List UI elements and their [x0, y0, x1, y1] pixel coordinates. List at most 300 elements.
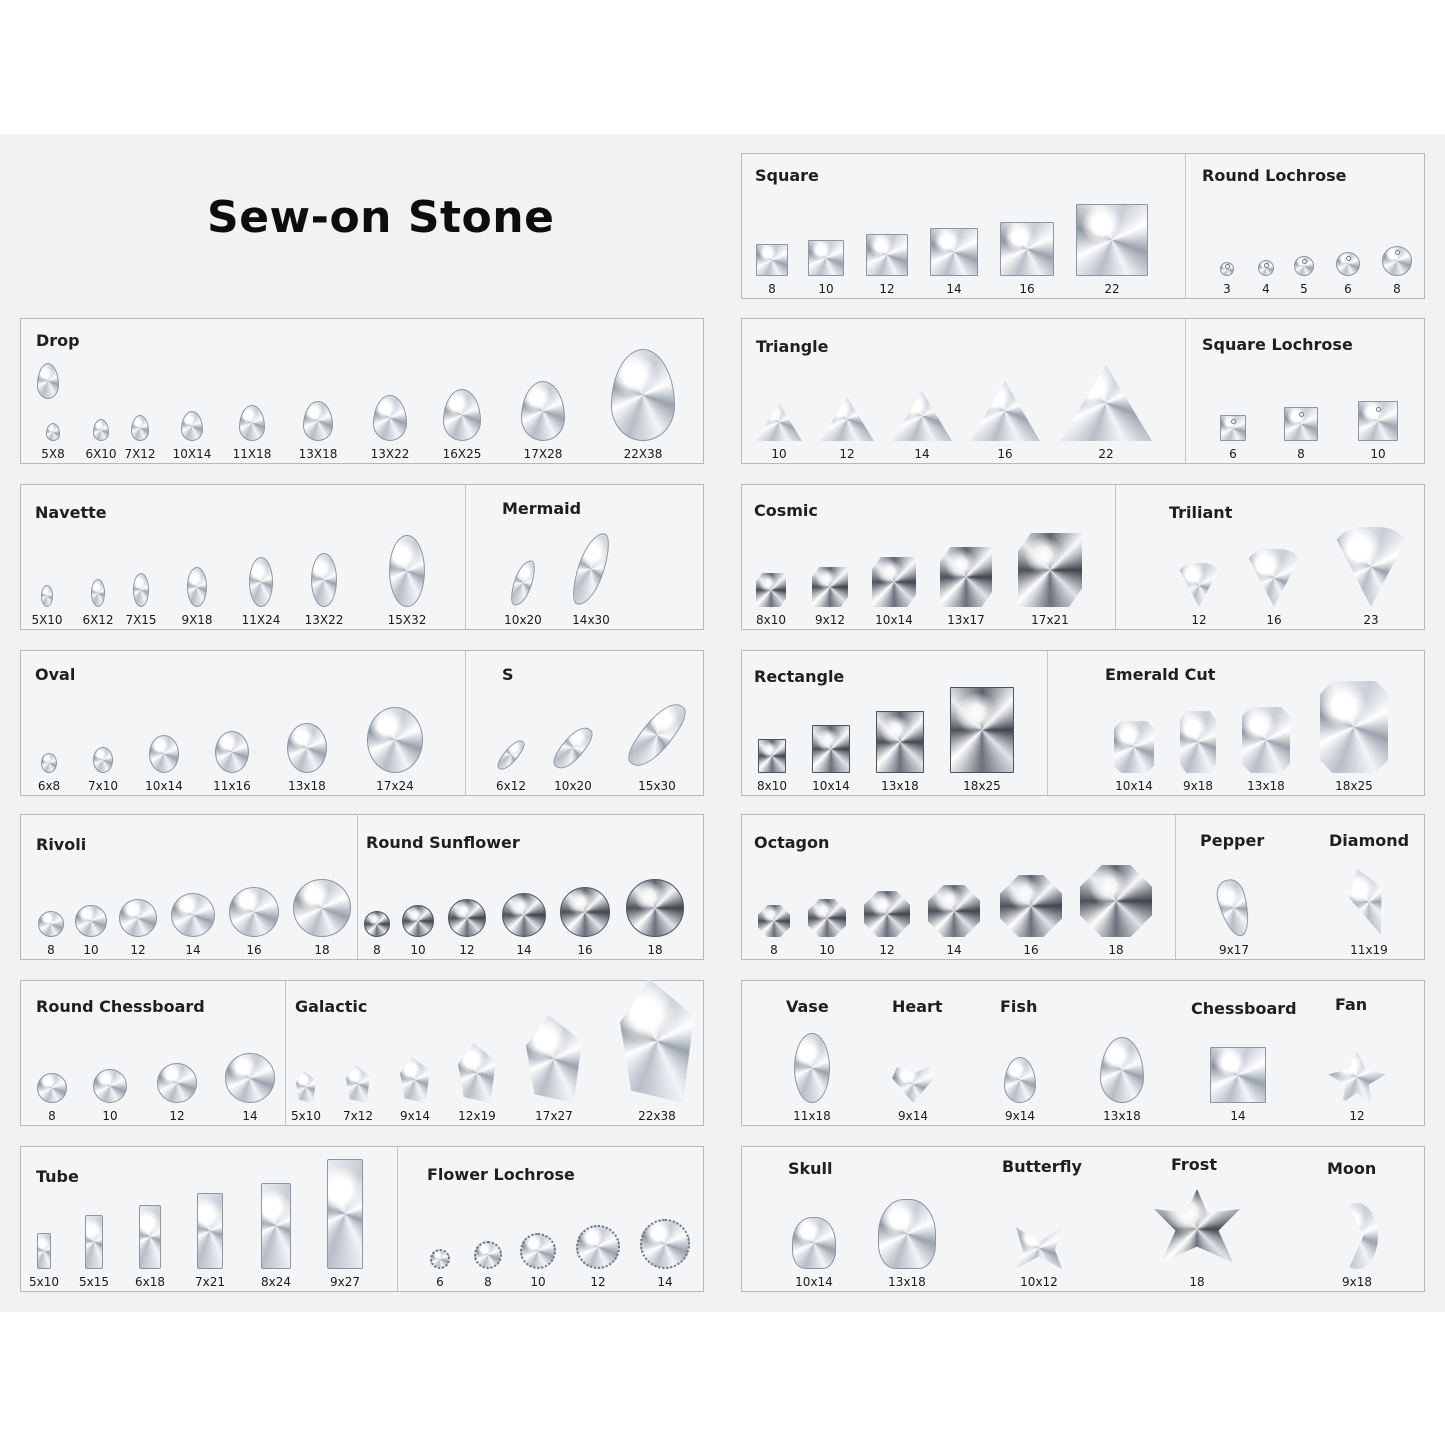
drop-stone-image [303, 401, 333, 441]
emerald-cut-stone-image [1114, 721, 1154, 773]
cosmic-stone-image [1018, 533, 1082, 607]
emerald-cut-stone-image [1320, 681, 1388, 773]
size-label: 7X15 [125, 613, 157, 627]
size-label: 5X10 [31, 613, 63, 627]
flower-lochrose-stone-image [430, 1249, 450, 1269]
navette-stone-4 [241, 557, 281, 629]
size-label: 15X32 [387, 613, 427, 627]
tube-stone-5 [327, 1159, 363, 1291]
fish-stone-image [1004, 1057, 1036, 1103]
rectangle-stone-image [812, 725, 850, 773]
size-label: 8x10 [756, 779, 787, 793]
size-label: 11X18 [232, 447, 272, 461]
section-title-round-sunflower: Round Sunflower [366, 833, 520, 852]
section-title-navette: Navette [35, 503, 107, 522]
oval-stone-image [215, 731, 249, 773]
size-label: 12 [590, 1275, 606, 1289]
section-title-cosmic: Cosmic [754, 501, 818, 520]
drop-stone-2 [124, 415, 156, 463]
navette-stone-image [389, 535, 425, 607]
drop-stone-image [46, 423, 60, 441]
square-lochrose-stone-image [1284, 407, 1318, 441]
section-title-emerald-cut: Emerald Cut [1105, 665, 1216, 684]
size-label: 14 [516, 943, 532, 957]
size-label: 10 [771, 447, 787, 461]
round-lochrose-stone-4 [1382, 246, 1412, 298]
cosmic-stone-image [872, 557, 916, 607]
round-lochrose-stone-image [1294, 256, 1314, 276]
size-label: 18 [1108, 943, 1124, 957]
drop-stone-image [93, 419, 109, 441]
fish-stone-0 [1004, 1057, 1036, 1125]
square-lochrose-stone-1 [1284, 407, 1318, 463]
galactic-stone-image [400, 1057, 430, 1103]
section-title-drop: Drop [36, 331, 80, 350]
size-label: 12 [169, 1109, 185, 1123]
cosmic-stone-4 [1018, 533, 1082, 629]
galactic-stone-image [458, 1043, 496, 1103]
size-label: 8 [770, 943, 778, 957]
size-label: 6X10 [85, 447, 117, 461]
size-label: 13X22 [304, 613, 344, 627]
drop-stone-image [181, 411, 203, 441]
size-label: 7x12 [342, 1109, 373, 1123]
vase-stone-image [794, 1033, 830, 1103]
section-title-square: Square [755, 166, 819, 185]
section-title-round-lochrose: Round Lochrose [1202, 166, 1347, 185]
drop-stone-6 [370, 395, 410, 463]
drop-stone-image [611, 349, 675, 441]
flower-lochrose-stone-image [520, 1233, 556, 1269]
size-label: 18x25 [963, 779, 1001, 793]
galactic-stone-2 [400, 1057, 430, 1125]
s-stone-2 [638, 697, 676, 795]
galactic-stone-1 [342, 1065, 373, 1125]
diamond-stone-image [1341, 863, 1397, 940]
size-label: 9X18 [181, 613, 213, 627]
size-label: 10x12 [1020, 1275, 1058, 1289]
drop-stone-3 [172, 411, 212, 463]
tube-stone-1 [78, 1215, 109, 1291]
heart-stone-image [892, 1065, 934, 1103]
triangle-stone-image [892, 391, 952, 441]
section-title-vase: Vase [786, 997, 829, 1016]
size-label: 18 [1189, 1275, 1205, 1289]
size-label: 11x16 [213, 779, 251, 793]
size-label: 16 [246, 943, 262, 957]
oval-stone-image [41, 753, 57, 773]
drop-stone-0 [41, 423, 65, 463]
mermaid-stone-image [507, 557, 539, 608]
fan-stone-0 [1328, 1051, 1386, 1125]
size-label: 10x14 [145, 779, 183, 793]
frost-stone-0 [1154, 1189, 1240, 1291]
rectangle-stone-image [950, 687, 1014, 773]
size-label: 10 [102, 1109, 118, 1123]
box-square-round-lochrose [741, 153, 1425, 299]
section-title-skull: Skull [788, 1159, 833, 1178]
navette-stone-6 [389, 535, 425, 629]
section-title-oval: Oval [35, 665, 76, 684]
size-label: 22X38 [623, 447, 663, 461]
section-title-galactic: Galactic [295, 997, 368, 1016]
emerald-cut-stone-0 [1114, 721, 1154, 795]
size-label: 13X22 [370, 447, 410, 461]
emerald-cut-stone-image [1242, 707, 1290, 773]
round-lochrose-stone-image [1382, 246, 1412, 276]
size-label: 22x38 [638, 1109, 676, 1123]
flower-lochrose-stone-image [474, 1241, 502, 1269]
size-label: 10x20 [554, 779, 592, 793]
triangle-stone-image [756, 403, 802, 441]
square-stone-5 [1076, 204, 1148, 298]
box-tube-flower [20, 1146, 704, 1292]
tube-stone-image [37, 1233, 51, 1269]
round-chessboard-stone-image [157, 1063, 197, 1103]
round-chessboard-stone-1 [93, 1069, 127, 1125]
s-stone-image [550, 721, 597, 775]
galactic-stone-0 [290, 1071, 321, 1125]
round-chessboard-stone-image [225, 1053, 275, 1103]
triangle-stone-image [1060, 365, 1152, 441]
size-label: 11x19 [1350, 943, 1388, 957]
skull-stone-image [878, 1199, 936, 1269]
navette-stone-2 [125, 573, 157, 629]
drop-sample-stone [37, 363, 59, 399]
size-label: 4 [1262, 282, 1270, 296]
box-drop [20, 318, 704, 464]
tube-stone-0 [28, 1233, 59, 1291]
size-label: 18 [647, 943, 663, 957]
rivoli-stone-image [171, 893, 215, 937]
navette-stone-image [249, 557, 273, 607]
square-lochrose-stone-image [1358, 401, 1398, 441]
size-label: 14 [1230, 1109, 1246, 1123]
size-label: 8 [47, 943, 55, 957]
round-lochrose-stone-image [1258, 260, 1274, 276]
section-title-fan: Fan [1335, 995, 1368, 1014]
size-label: 13x17 [947, 613, 985, 627]
size-label: 12 [879, 282, 895, 296]
emerald-cut-stone-1 [1180, 711, 1216, 795]
vase-stone-0 [794, 1033, 830, 1125]
pepper-stone-image [1213, 876, 1255, 939]
triangle-stone-image [820, 397, 874, 441]
box-oval-s [20, 650, 704, 796]
size-label: 14 [185, 943, 201, 957]
size-label: 10x14 [1115, 779, 1153, 793]
size-label: 10x14 [875, 613, 913, 627]
size-label: 17x27 [535, 1109, 573, 1123]
triangle-stone-4 [1060, 365, 1152, 463]
size-label: 10 [83, 943, 99, 957]
oval-stone-0 [37, 753, 61, 795]
oval-stone-image [93, 747, 113, 773]
drop-stone-5 [298, 401, 338, 463]
size-label: 10x14 [812, 779, 850, 793]
size-label: 7x21 [194, 1275, 225, 1289]
size-label: 13x18 [1247, 779, 1285, 793]
size-label: 8 [1297, 447, 1305, 461]
section-title-rivoli: Rivoli [36, 835, 87, 854]
moon-stone-image [1336, 1203, 1378, 1269]
size-label: 22 [1104, 282, 1120, 296]
s-stone-1 [554, 723, 592, 795]
section-title-flower-lochrose: Flower Lochrose [427, 1165, 575, 1184]
round-chessboard-stone-image [37, 1073, 67, 1103]
size-label: 8 [484, 1275, 492, 1289]
drop-stone-image [521, 381, 565, 441]
section-title-diamond: Diamond [1329, 831, 1410, 850]
triliant-stone-image [1176, 563, 1222, 607]
box-triangle-square-lochrose [741, 318, 1425, 464]
section-title-octagon: Octagon [754, 833, 830, 852]
round-lochrose-stone-image [1220, 262, 1234, 276]
triliant-stone-1 [1244, 549, 1304, 629]
size-label: 12 [130, 943, 146, 957]
size-label: 9x14 [1004, 1109, 1035, 1123]
navette-stone-image [91, 579, 105, 607]
fish2-stone-image [1100, 1037, 1144, 1103]
size-label: 13x18 [288, 779, 326, 793]
chessboard-stone-image [1210, 1047, 1266, 1103]
section-title-mermaid: Mermaid [502, 499, 582, 518]
size-label: 12x19 [458, 1109, 496, 1123]
tube-stone-image [197, 1193, 223, 1269]
round-sunflower-stone-image [502, 893, 546, 937]
round-sunflower-stone-image [364, 911, 390, 937]
square-stone-image [1000, 222, 1054, 276]
size-label: 12 [839, 447, 855, 461]
size-label: 9x14 [399, 1109, 430, 1123]
section-title-pepper: Pepper [1200, 831, 1265, 850]
heart-stone-0 [892, 1065, 934, 1125]
size-label: 9x27 [329, 1275, 360, 1289]
pepper-stone-0 [1220, 879, 1248, 959]
triliant-stone-image [1330, 527, 1412, 607]
size-label: 13x18 [881, 779, 919, 793]
square-stone-image [866, 234, 908, 276]
box-misc-2 [741, 1146, 1425, 1292]
drop-stone-9 [611, 349, 675, 463]
section-title-frost: Frost [1171, 1155, 1217, 1174]
drop-stone-image [239, 405, 265, 441]
rectangle-stone-3 [950, 687, 1014, 795]
triliant-stone-2 [1330, 527, 1412, 629]
oval-stone-3 [215, 731, 249, 795]
size-label: 23 [1363, 613, 1379, 627]
flower-lochrose-stone-image [640, 1219, 690, 1269]
size-label: 8 [48, 1109, 56, 1123]
skull-stone-1 [878, 1199, 936, 1291]
size-label: 11X24 [241, 613, 281, 627]
size-label: 5x10 [290, 1109, 321, 1123]
page-title: Sew-on Stone [207, 192, 555, 243]
box-misc-1 [741, 980, 1425, 1126]
size-label: 13X18 [298, 447, 338, 461]
tube-stone-image [139, 1205, 161, 1269]
flower-lochrose-stone-image [576, 1225, 620, 1269]
frost-stone-image [1154, 1189, 1240, 1269]
triliant-stone-image [1244, 549, 1304, 607]
section-title-s: S [502, 665, 514, 684]
size-label: 10 [819, 943, 835, 957]
size-label: 10x14 [795, 1275, 833, 1289]
oval-stone-image [149, 735, 179, 773]
box-cosmic-triliant [741, 484, 1425, 630]
rivoli-stone-image [75, 905, 107, 937]
round-lochrose-stone-image [1336, 252, 1360, 276]
size-label: 5X8 [41, 447, 65, 461]
flower-lochrose-stone-4 [640, 1219, 690, 1291]
galactic-stone-3 [458, 1043, 496, 1125]
oval-stone-image [287, 723, 327, 773]
size-label: 14 [946, 943, 962, 957]
navette-stone-image [187, 567, 207, 607]
emerald-cut-stone-3 [1320, 681, 1388, 795]
navette-stone-image [133, 573, 149, 607]
size-label: 11x18 [793, 1109, 831, 1123]
size-label: 7x10 [87, 779, 118, 793]
box-rivoli-sunflower [20, 814, 704, 960]
round-chessboard-stone-image [93, 1069, 127, 1103]
round-sunflower-stone-image [448, 899, 486, 937]
skull-stone-image [792, 1217, 836, 1269]
rectangle-stone-2 [876, 711, 924, 795]
tube-stone-4 [261, 1183, 291, 1291]
size-label: 16X25 [442, 447, 482, 461]
navette-stone-3 [181, 567, 213, 629]
size-label: 17X28 [523, 447, 563, 461]
size-label: 12 [1349, 1109, 1365, 1123]
size-label: 14 [914, 447, 930, 461]
size-label: 18 [314, 943, 330, 957]
size-label: 10 [410, 943, 426, 957]
section-title-heart: Heart [892, 997, 943, 1016]
section-title-rectangle: Rectangle [754, 667, 845, 686]
size-label: 14x30 [572, 613, 610, 627]
size-label: 15x30 [638, 779, 676, 793]
size-label: 22 [1098, 447, 1114, 461]
s-stone-image [623, 695, 691, 774]
galactic-stone-image [296, 1071, 316, 1103]
size-label: 7X12 [124, 447, 156, 461]
size-label: 5 [1300, 282, 1308, 296]
drop-stone-image [373, 395, 407, 441]
navette-stone-image [311, 553, 337, 607]
tube-stone-3 [194, 1193, 225, 1291]
round-sunflower-stone-image [626, 879, 684, 937]
round-sunflower-stone-image [560, 887, 610, 937]
rivoli-stone-image [229, 887, 279, 937]
section-title-round-chessboard: Round Chessboard [36, 997, 205, 1016]
drop-stone-image [443, 389, 481, 441]
size-label: 12 [879, 943, 895, 957]
size-label: 10 [1370, 447, 1386, 461]
size-label: 12 [459, 943, 475, 957]
size-label: 10X14 [172, 447, 212, 461]
oval-stone-image [367, 707, 423, 773]
drop-stone-image [131, 415, 149, 441]
box-chessboard-galactic [20, 980, 704, 1126]
triangle-stone-image [970, 381, 1040, 441]
size-label: 8 [768, 282, 776, 296]
s-stone-0 [495, 737, 526, 795]
mermaid-stone-image [567, 529, 615, 609]
tube-stone-image [327, 1159, 363, 1269]
octagon-stone-image [758, 905, 790, 937]
size-label: 10 [530, 1275, 546, 1289]
size-label: 16 [577, 943, 593, 957]
drop-stone-8 [521, 381, 565, 463]
size-label: 8x10 [755, 613, 786, 627]
tube-stone-image [261, 1183, 291, 1269]
section-title-butterfly: Butterfly [1002, 1157, 1082, 1176]
tube-stone-image [85, 1215, 103, 1269]
navette-stone-image [41, 585, 53, 607]
section-title-moon: Moon [1327, 1159, 1377, 1178]
square-stone-image [808, 240, 844, 276]
butterfly-stone-0 [1016, 1227, 1062, 1291]
box-navette-mermaid [20, 484, 704, 630]
size-label: 5x15 [78, 1275, 109, 1289]
square-stone-image [756, 244, 788, 276]
square-stone-image [930, 228, 978, 276]
octagon-stone-image [808, 899, 846, 937]
size-label: 10 [818, 282, 834, 296]
size-label: 12 [1191, 613, 1207, 627]
rectangle-stone-image [758, 739, 786, 773]
oval-stone-1 [87, 747, 118, 795]
rivoli-stone-image [119, 899, 157, 937]
galactic-stone-image [346, 1065, 370, 1103]
size-label: 6X12 [82, 613, 114, 627]
rectangle-stone-image [876, 711, 924, 773]
size-label: 13x18 [1103, 1109, 1141, 1123]
square-lochrose-stone-2 [1358, 401, 1398, 463]
round-sunflower-stone-5 [626, 879, 684, 959]
size-label: 9x12 [814, 613, 845, 627]
cosmic-stone-image [812, 567, 848, 607]
box-octagon-pepper-diamond [741, 814, 1425, 960]
s-stone-image [495, 736, 527, 774]
octagon-stone-image [864, 891, 910, 937]
size-label: 13x18 [888, 1275, 926, 1289]
size-label: 17x24 [376, 779, 414, 793]
octagon-stone-image [1000, 875, 1062, 937]
oval-stone-4 [287, 723, 327, 795]
size-label: 14 [242, 1109, 258, 1123]
size-label: 6x8 [37, 779, 61, 793]
tube-stone-2 [134, 1205, 165, 1291]
mermaid-stone-0 [504, 559, 542, 629]
section-title-tube: Tube [36, 1167, 79, 1186]
section-title-triangle: Triangle [756, 337, 829, 356]
size-label: 6x18 [134, 1275, 165, 1289]
size-label: 8 [373, 943, 381, 957]
size-label: 9x18 [1182, 779, 1213, 793]
size-label: 16 [1019, 282, 1035, 296]
size-label: 16 [1023, 943, 1039, 957]
cosmic-stone-3 [940, 547, 992, 629]
size-label: 3 [1223, 282, 1231, 296]
skull-stone-0 [792, 1217, 836, 1291]
size-label: 9x17 [1218, 943, 1249, 957]
galactic-stone-4 [526, 1015, 582, 1125]
emerald-cut-stone-image [1180, 711, 1216, 773]
fan-stone-image [1328, 1051, 1386, 1103]
size-label: 6 [1344, 282, 1352, 296]
